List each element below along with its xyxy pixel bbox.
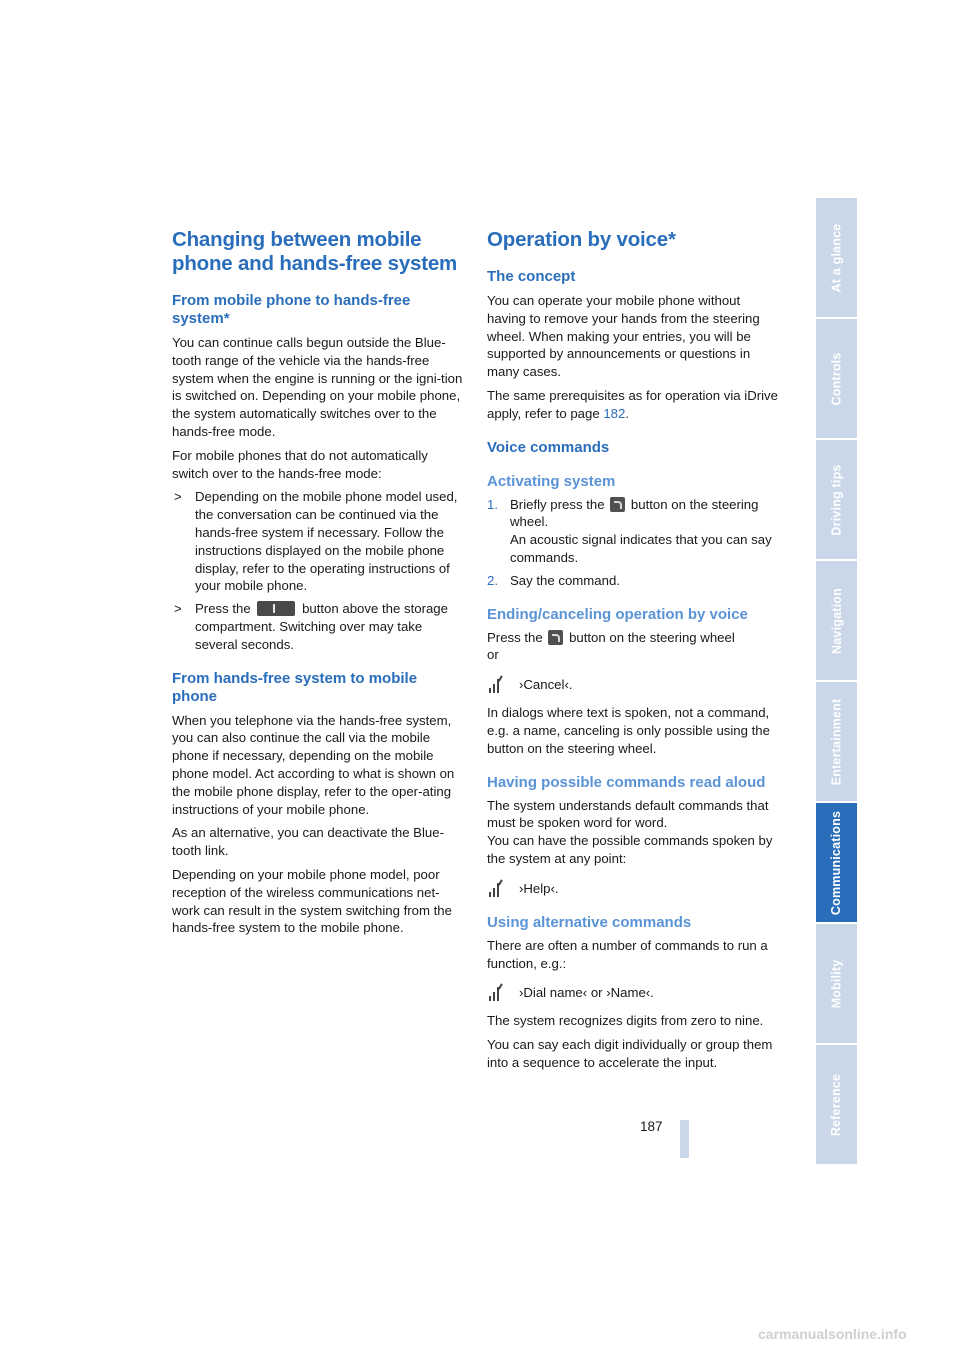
tab-label: Communications bbox=[829, 810, 844, 915]
bullet-marker: > bbox=[174, 489, 182, 505]
ending-text-pre: Press the bbox=[487, 629, 543, 645]
prerequisites-text: The same prerequisites as for operation via iDrive apply, refer to page bbox=[487, 387, 778, 421]
voice-command-cancel bbox=[487, 676, 779, 694]
tab-label: Reference bbox=[829, 1073, 844, 1136]
phone-button-icon bbox=[257, 601, 295, 616]
paragraph-ending bbox=[487, 629, 779, 665]
tab-label: At a glance bbox=[829, 223, 844, 292]
tab-label: Controls bbox=[829, 352, 844, 405]
step-text-signal: An acoustic signal indicates that you can say commands. bbox=[510, 532, 772, 565]
tab-at-a-glance[interactable] bbox=[816, 198, 857, 317]
read-aloud-line1: The system understands default commands that must be spoken word for word. bbox=[487, 797, 769, 831]
bullet-text-pre: Press the bbox=[195, 601, 251, 617]
subheading-concept: The concept bbox=[487, 268, 576, 285]
page-number-bar bbox=[680, 1120, 689, 1158]
tab-entertainment[interactable] bbox=[816, 682, 857, 801]
voice-command-icon bbox=[489, 881, 505, 897]
tab-label: Mobility bbox=[829, 959, 844, 1008]
left-column bbox=[172, 228, 464, 943]
prerequisites-end: . bbox=[625, 405, 630, 421]
subheading-ending: Ending/canceling operation by voice bbox=[487, 605, 748, 623]
command-text: ›Help‹. bbox=[519, 880, 559, 896]
tab-mobility[interactable] bbox=[816, 924, 857, 1043]
step-number: 2. bbox=[487, 572, 498, 588]
paragraph-deactivate-bluetooth: As an alternative, you can deactivate the Blue-tooth link. bbox=[172, 825, 444, 859]
page-number: 187 bbox=[640, 1119, 663, 1134]
bullet-text: Depending on the mobile phone model used, the conversation can be continued via the hands-free system if necessary. Follow the instructions displayed on the mobile phone display, refer to the operating instructions of your mobile phone. bbox=[195, 489, 458, 594]
paragraph-concept: You can operate your mobile phone without having to remove your hands from the steering wheel. When making your entries, you will be supported by announcements or questions in many cases. bbox=[487, 293, 760, 380]
watermark: carmanualsonline.info bbox=[758, 1326, 907, 1342]
voice-button-icon bbox=[610, 497, 625, 512]
bullet-list bbox=[172, 488, 464, 653]
subheading-voice-commands: Voice commands bbox=[487, 438, 610, 456]
list-item bbox=[172, 488, 464, 595]
voice-button-icon bbox=[548, 630, 563, 645]
steps-list bbox=[487, 496, 779, 590]
read-aloud-line2: You can have the possible commands spoken by the system at any point: bbox=[487, 833, 773, 866]
section-title-voice: Operation by voice* bbox=[487, 228, 676, 251]
section-title bbox=[172, 228, 464, 276]
paragraph-telephone-via: When you telephone via the hands-free system, you can also continue the call via the mobile phone if necessary, depending on the mobile phone model. Act according to what is shown on the mobile phone display, refer to the oper-ating instructions of your mobile phone. bbox=[172, 712, 455, 817]
tab-driving-tips[interactable] bbox=[816, 440, 857, 559]
list-item bbox=[487, 572, 779, 590]
paragraph-prerequisites bbox=[487, 387, 779, 423]
ending-text-post: button on the steering wheel bbox=[569, 629, 735, 645]
paragraph-read-aloud bbox=[487, 797, 779, 868]
paragraph-alternative: There are often a number of commands to run a function, e.g.: bbox=[487, 937, 768, 971]
voice-command-icon bbox=[489, 677, 505, 693]
paragraph-dialogs: In dialogs where text is spoken, not a command, e.g. a name, canceling is only possible using the button on the steering wheel. bbox=[487, 705, 770, 756]
section-title-line2: phone and hands-free system bbox=[172, 252, 458, 275]
tab-label: Navigation bbox=[829, 587, 844, 654]
tab-reference[interactable] bbox=[816, 1045, 857, 1164]
step-number: 1. bbox=[487, 496, 498, 512]
tab-controls[interactable] bbox=[816, 319, 857, 438]
tab-label: Entertainment bbox=[829, 698, 844, 785]
paragraph-poor-reception: Depending on your mobile phone model, poor reception of the wireless communications net-work can result in the system switching from the hands-free system to the mobile phone. bbox=[172, 866, 452, 936]
subheading-handsfree-to-phone: From hands-free system to mobile phone bbox=[172, 669, 418, 705]
tab-navigation[interactable] bbox=[816, 561, 857, 680]
subheading-phone-to-handsfree: From mobile phone to hands-free system* bbox=[172, 292, 411, 327]
ending-or: or bbox=[487, 647, 499, 663]
bullet-marker: > bbox=[174, 601, 182, 617]
voice-command-dial bbox=[487, 984, 779, 1002]
tab-communications[interactable] bbox=[816, 803, 857, 922]
right-column bbox=[487, 228, 779, 1078]
command-text: ›Dial name‹ or ›Name‹. bbox=[519, 985, 654, 1001]
list-item bbox=[487, 496, 779, 567]
section-title-line1: Changing between mobile bbox=[172, 228, 422, 251]
paragraph-continue-calls: You can continue calls begun outside the Blue-tooth range of the vehicle via the hands-free system when the engine is running or the igni-tion is switched on. Depending on your mobile phone, the system automatically switches over to the hands-free mode. bbox=[172, 335, 463, 439]
step-text: Say the command. bbox=[510, 572, 620, 588]
subheading-alternative: Using alternative commands bbox=[487, 913, 692, 931]
chapter-tabs bbox=[816, 198, 857, 1166]
subheading-activating: Activating system bbox=[487, 472, 616, 490]
subheading-read-aloud: Having possible commands read aloud bbox=[487, 773, 766, 791]
list-item bbox=[172, 600, 464, 653]
command-text: ›Cancel‹. bbox=[519, 677, 573, 693]
paragraph-digits: The system recognizes digits from zero to nine. bbox=[487, 1013, 764, 1029]
paragraph-sequence: You can say each digit individually or group them into a sequence to accelerate the input. bbox=[487, 1037, 773, 1070]
tab-label: Driving tips bbox=[829, 463, 844, 536]
bullet-text-post: button above the storage compartment. Switching over may take several seconds. bbox=[195, 601, 448, 652]
voice-command-help bbox=[487, 880, 779, 898]
step-text-post: button on the steering wheel. bbox=[510, 496, 759, 530]
page-link[interactable]: 182 bbox=[603, 405, 626, 421]
voice-command-icon bbox=[489, 985, 505, 1001]
paragraph-not-automatic: For mobile phones that do not automatically switch over to the hands-free mode: bbox=[172, 447, 428, 481]
step-text-pre: Briefly press the bbox=[510, 496, 605, 512]
